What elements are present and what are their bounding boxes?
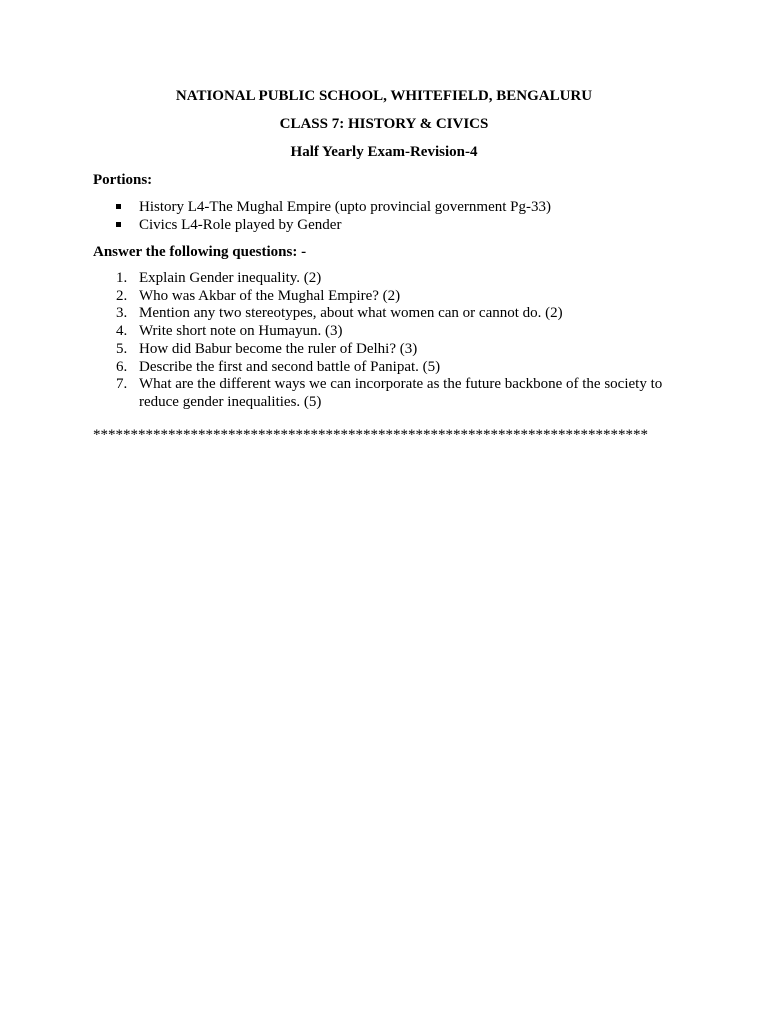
question-number: 7. bbox=[116, 376, 128, 393]
question-item bbox=[0, 376, 679, 411]
question-text: Mention any two stereotypes, about what women can or cannot do. (2) bbox=[139, 305, 563, 322]
portion-item bbox=[0, 198, 551, 216]
class-subject-title: CLASS 7: HISTORY & CIVICS bbox=[279, 116, 489, 132]
question-number: 6. bbox=[116, 358, 128, 375]
school-title: NATIONAL PUBLIC SCHOOL, WHITEFIELD, BENGALURU bbox=[175, 88, 593, 104]
asterisk-separator: ************************************************************************** bbox=[93, 427, 648, 443]
question-text: Describe the first and second battle of Panipat. (5) bbox=[139, 358, 441, 375]
question-number: 4. bbox=[116, 323, 128, 340]
question-item bbox=[0, 288, 679, 306]
question-text: How did Babur become the ruler of Delhi? (3) bbox=[139, 340, 418, 357]
portions-heading: Portions: bbox=[93, 172, 153, 188]
question-item bbox=[0, 341, 679, 359]
question-number: 5. bbox=[116, 340, 128, 357]
portion-item bbox=[0, 216, 551, 234]
portions-list bbox=[0, 198, 551, 234]
question-number: 1. bbox=[116, 270, 128, 286]
question-text: What are the different ways we can incorporate as the future backbone of the society to reduce gender inequalities. (5) bbox=[139, 376, 663, 410]
question-item bbox=[0, 305, 679, 323]
question-number: 2. bbox=[116, 287, 128, 304]
question-item bbox=[0, 270, 679, 288]
square-bullet-icon bbox=[116, 222, 121, 227]
question-text: Who was Akbar of the Mughal Empire? (2) bbox=[139, 287, 401, 304]
question-item bbox=[0, 359, 679, 377]
questions-list bbox=[0, 270, 679, 412]
exam-title: Half Yearly Exam-Revision-4 bbox=[290, 144, 478, 160]
question-number: 3. bbox=[116, 305, 128, 322]
question-item bbox=[0, 323, 679, 341]
questions-heading: Answer the following questions: - bbox=[93, 244, 307, 260]
square-bullet-icon bbox=[116, 204, 121, 209]
question-text: Explain Gender inequality. (2) bbox=[139, 270, 322, 286]
portion-item-text: History L4-The Mughal Empire (upto provincial government Pg-33) bbox=[139, 199, 551, 215]
portion-item-text: Civics L4-Role played by Gender bbox=[139, 217, 342, 233]
question-text: Write short note on Humayun. (3) bbox=[139, 323, 343, 340]
